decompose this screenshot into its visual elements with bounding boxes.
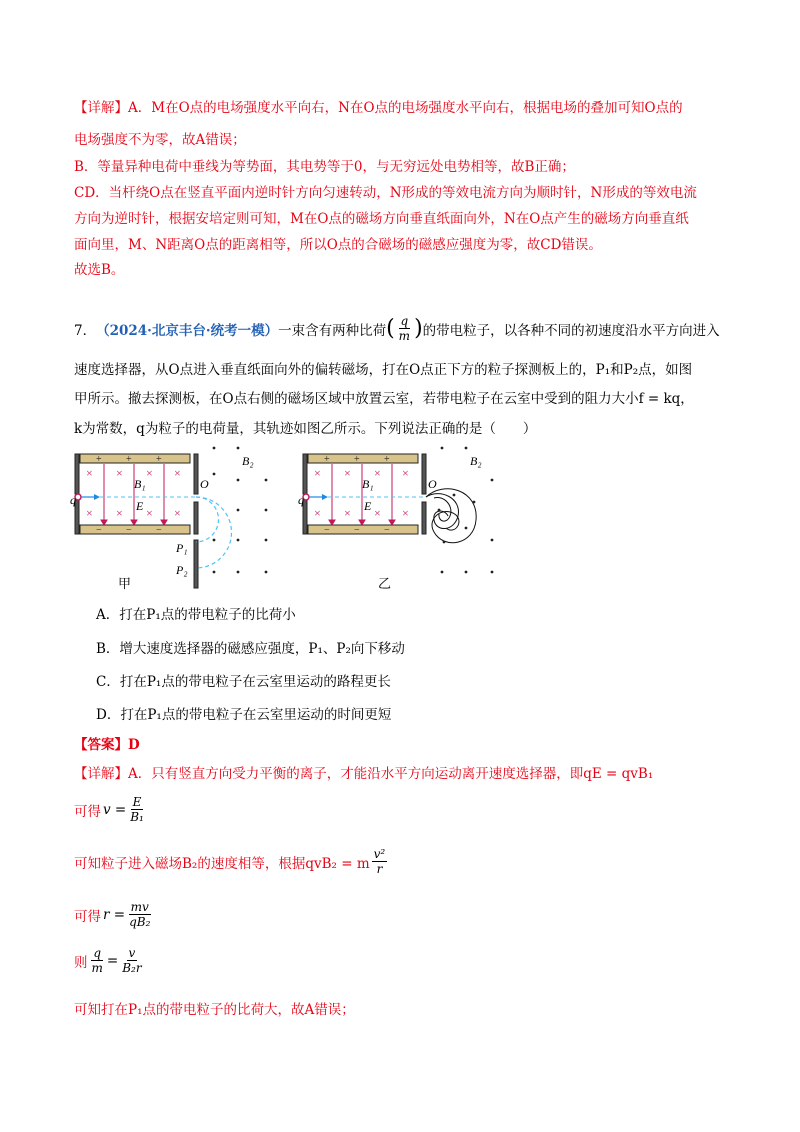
eq1-label: 可得	[74, 803, 101, 820]
detail1-line-3: B．等量异种电荷中垂线为等势面，其电势等于0，与无穷远处电势相等，故B正确；	[74, 159, 575, 175]
question-source: （2024·北京丰台·统考一模）	[96, 322, 279, 339]
eq2-num: mv	[130, 900, 149, 914]
minus-sign: −	[126, 525, 132, 536]
question-line-3: 甲所示。撤去探测板，在O点右侧的磁场区域中放置云室，若带电粒子在云室中受到的阻力大小f = kq，	[74, 391, 694, 407]
plus-sign: +	[384, 454, 390, 465]
label-b1: B₁	[134, 477, 146, 491]
option-b[interactable]: B．增大速度选择器的磁感应强度，P₁、P₂向下移动	[96, 641, 405, 657]
ratio-den: m	[398, 329, 411, 343]
charge-ratio	[397, 314, 412, 343]
detail2-line-3	[74, 847, 389, 876]
option-d[interactable]: D．打在P₁点的带电粒子在云室里运动的时间更短	[96, 707, 392, 723]
plus-sign: +	[126, 454, 132, 465]
figure-right	[298, 447, 493, 574]
question-line-4: k为常数，q为粒子的电荷量，其轨迹如图乙所示。下列说法正确的是（ ）	[74, 421, 537, 437]
eq1-num: E	[132, 795, 142, 809]
eq3-den: B₂r	[122, 961, 142, 975]
detector-plate	[194, 540, 198, 588]
figure-left	[70, 447, 267, 588]
eq1-frac	[128, 795, 146, 824]
label-b1: B₁	[362, 477, 374, 491]
cross-mark: ×	[174, 466, 181, 480]
detail1-line-2: 电场强度不为零，故A错误；	[74, 132, 246, 148]
detail2-eq1	[74, 795, 148, 824]
label-p2: P₂	[176, 563, 188, 577]
question-text-b: 的带电粒子，以各种不同的初速度沿水平方向进入	[422, 322, 720, 339]
plus-sign: +	[96, 454, 102, 465]
detail2-last-line: 可知打在P₁点的带电粒子的比荷大，故A错误；	[74, 1002, 355, 1018]
eq3-lden: m	[91, 961, 103, 975]
caption-yi: 乙	[378, 577, 392, 592]
label-e: E	[364, 499, 372, 513]
line3-frac	[372, 847, 388, 876]
detail1-line-1: 【详解】A．M在O点的电场强度水平向右，N在O点的电场强度水平向右，根据电场的叠加可知O点的	[74, 100, 683, 116]
cloud-chamber-spirals	[426, 489, 476, 543]
plus-sign: +	[156, 454, 162, 465]
paren-left: (	[386, 316, 395, 341]
cross-mark: ×	[374, 506, 381, 520]
minus-sign: −	[324, 525, 330, 536]
eq3-num: v	[128, 946, 136, 960]
label-b2: B₂	[242, 454, 254, 468]
ratio-num: q	[400, 314, 409, 328]
eq2-label: 可得	[74, 908, 101, 925]
detail2-eq3	[74, 946, 146, 975]
detail1-line-5: 方向为逆时针，根据安培定则可知，M在O点的磁场方向垂直纸面向外，N在O点产生的磁场方向垂直纸	[74, 211, 689, 227]
eq3-lhs-frac	[90, 946, 105, 975]
label-o: O	[200, 477, 209, 491]
label-p1: P₁	[176, 541, 188, 555]
detail1-line-7: 故选B。	[74, 262, 125, 278]
option-c[interactable]: C．打在P₁点的带电粒子在云室里运动的路程更长	[96, 674, 391, 690]
minus-sign: −	[354, 525, 360, 536]
eq1-den: B₁	[130, 810, 144, 824]
minus-sign: −	[96, 525, 102, 536]
cross-mark: ×	[116, 466, 123, 480]
cross-mark: ×	[402, 506, 409, 520]
label-b2: B₂	[470, 454, 482, 468]
cross-mark: ×	[344, 466, 351, 480]
cross-mark: ×	[116, 506, 123, 520]
minus-sign: −	[384, 525, 390, 536]
question-line-2: 速度选择器，从O点进入垂直纸面向外的偏转磁场，打在O点正下方的粒子探测板上的，P₁和P₂点，如图	[74, 362, 693, 378]
cross-mark: ×	[314, 466, 321, 480]
exit-wall-bottom	[194, 502, 198, 534]
eq2-den: qB₂	[129, 915, 151, 929]
trajectory-p1	[196, 497, 219, 542]
eq2-frac	[127, 900, 152, 929]
option-a[interactable]: A．打在P₁点的带电粒子的比荷小	[96, 607, 296, 623]
cross-mark: ×	[374, 466, 381, 480]
cross-mark: ×	[146, 466, 153, 480]
eq2-lhs: r =	[103, 906, 126, 923]
cross-mark: ×	[86, 506, 93, 520]
cross-mark: ×	[174, 506, 181, 520]
cross-mark: ×	[344, 506, 351, 520]
entry-wall-top	[303, 454, 307, 494]
eq3-label: 则	[74, 954, 88, 971]
plus-sign: +	[354, 454, 360, 465]
exit-wall-top	[194, 454, 198, 494]
label-o: O	[428, 477, 437, 491]
paren-right: )	[414, 316, 423, 341]
answer: 【答案】D	[74, 737, 140, 753]
detail2-line-1: 【详解】A．只有竖直方向受力平衡的离子，才能沿水平方向运动离开速度选择器，即qE = qvB₁	[74, 766, 654, 782]
question-number: 7．	[74, 322, 97, 339]
label-q: q	[298, 493, 304, 507]
eq3-lnum: q	[93, 946, 102, 960]
exit-wall-bottom	[422, 502, 426, 534]
detail1-line-4: CD．当杆绕O点在竖直平面内逆时针方向匀速转动，N形成的等效电流方向为顺时针，N形成的等效电流	[74, 185, 697, 201]
question-line-1	[74, 314, 720, 343]
eq3-equals: =	[106, 952, 119, 969]
line3-num: v²	[373, 847, 386, 861]
label-q: q	[70, 493, 76, 507]
question-text-a: 一束含有两种比荷	[278, 322, 387, 339]
cross-mark: ×	[402, 466, 409, 480]
exit-wall-top	[422, 454, 426, 494]
figure-diagrams	[66, 440, 506, 590]
caption-jia: 甲	[118, 577, 132, 592]
minus-sign: −	[156, 525, 162, 536]
eq3-rhs-frac	[120, 946, 143, 975]
line3-den: r	[376, 862, 383, 876]
line3-text: 可知粒子进入磁场B₂的速度相等，根据qvB₂ = m	[74, 855, 370, 872]
label-e: E	[136, 499, 144, 513]
eq1-lhs: v =	[103, 801, 127, 818]
cross-mark: ×	[146, 506, 153, 520]
plus-sign: +	[324, 454, 330, 465]
detail1-line-6: 面向里，M、N距离O点的距离相等，所以O点的合磁场的磁感应强度为零，故CD错误。	[74, 237, 602, 253]
detail2-eq2	[74, 900, 154, 929]
cross-mark: ×	[314, 506, 321, 520]
entry-wall-top	[75, 454, 79, 494]
cross-mark: ×	[86, 466, 93, 480]
